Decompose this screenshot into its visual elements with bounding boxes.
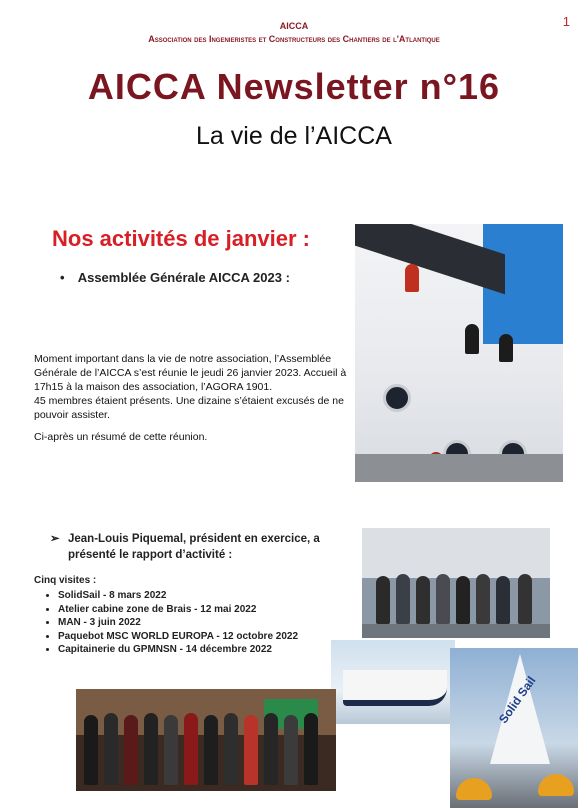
agm-paragraph: Ci-après un résumé de cette réunion. xyxy=(34,431,208,443)
person-figure xyxy=(244,715,258,785)
ship-hull-photo xyxy=(355,224,563,482)
person-figure xyxy=(124,715,138,785)
cruise-ship-photo xyxy=(331,640,455,724)
page-number: 1 xyxy=(562,14,570,29)
sail-shape xyxy=(490,654,550,764)
porthole-icon xyxy=(383,384,411,412)
org-acronym: AICCA xyxy=(279,21,309,31)
section-heading: Nos activités de janvier : xyxy=(52,226,310,251)
president-bullet xyxy=(50,531,350,563)
president-bullet-text: Jean-Louis Piquemal, président en exercice, a présenté le rapport d’activité : xyxy=(68,533,320,561)
person-figure xyxy=(284,715,298,785)
agm-bullet-text: Assemblée Générale AICCA 2023 : xyxy=(77,270,290,285)
visits-list xyxy=(34,575,298,657)
person-figure xyxy=(476,574,490,624)
sail-logo-text: Solid Sail xyxy=(496,673,539,727)
agm-paragraph: 45 membres étaient présents. Une dizaine s’étaient excusés de ne pouvoir assister. xyxy=(34,395,344,421)
person-figure xyxy=(144,713,158,785)
person-figure xyxy=(436,574,450,624)
group-photo-outdoor xyxy=(362,528,550,638)
visits-items xyxy=(34,589,298,657)
person-figure xyxy=(224,713,238,785)
list-item: • Atelier cabine zone de Brais - 12 mai 2022 xyxy=(58,603,298,617)
person-figure xyxy=(456,576,470,624)
photo-deck xyxy=(355,454,563,482)
list-item: • MAN - 3 juin 2022 xyxy=(58,616,298,630)
agm-bullet xyxy=(60,270,290,285)
list-item: • SolidSail - 8 mars 2022 xyxy=(58,589,298,603)
person-figure xyxy=(496,576,510,624)
list-item: • Capitainerie du GPMNSN - 14 décembre 2022 xyxy=(58,643,298,657)
person-figure xyxy=(184,713,198,785)
person-figure xyxy=(264,713,278,785)
ship-hull-shape xyxy=(343,670,447,706)
hard-hat-icon xyxy=(456,778,492,800)
group-photo-indoor xyxy=(76,689,336,791)
worker-figure xyxy=(405,264,419,292)
bullet-dot-icon: • xyxy=(60,270,65,285)
org-full-name: Association des Ingenieristes et Constructeurs des Chantiers de l'Atlantique xyxy=(148,34,440,44)
newsletter-title: AICCA Newsletter n°16 xyxy=(87,66,501,107)
person-figure xyxy=(376,576,390,624)
person-figure xyxy=(518,574,532,624)
visits-heading: Cinq visites : xyxy=(34,575,97,586)
worker-figure xyxy=(465,324,479,354)
agm-description xyxy=(34,352,354,444)
person-figure xyxy=(104,713,118,785)
photo-building xyxy=(362,528,550,578)
org-header xyxy=(0,20,588,46)
list-item: • Paquebot MSC WORLD EUROPA - 12 octobre 2022 xyxy=(58,630,298,644)
hard-hat-icon xyxy=(538,774,574,796)
person-figure xyxy=(84,715,98,785)
arrow-bullet-icon: ➢ xyxy=(50,533,60,545)
person-figure xyxy=(304,713,318,785)
solidsail-photo xyxy=(450,648,578,808)
photo-ground xyxy=(362,624,550,638)
newsletter-subtitle: La vie de l’AICCA xyxy=(196,122,392,150)
person-figure xyxy=(204,715,218,785)
person-figure xyxy=(164,715,178,785)
person-figure xyxy=(416,576,430,624)
person-figure xyxy=(396,574,410,624)
agm-paragraph: Moment important dans la vie de notre association, l’Assemblée Générale de l’AICCA s’est réunie le jeudi 26 janvier 2023. Accueil à 17h15 à la maison des association, l’AGORA 1901. xyxy=(34,353,347,393)
worker-figure xyxy=(499,334,513,362)
